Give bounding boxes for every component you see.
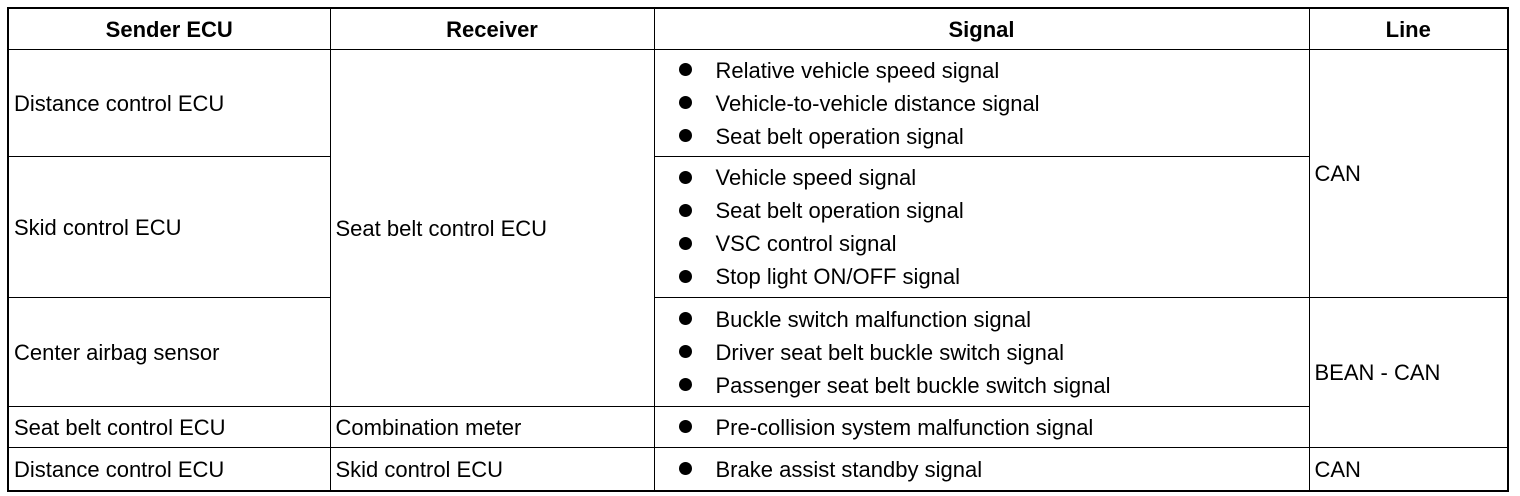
header-sender-ecu: Sender ECU — [8, 8, 330, 50]
sender-cell: Distance control ECU — [8, 448, 330, 492]
sender-cell: Seat belt control ECU — [8, 407, 330, 448]
signal-item: Seat belt operation signal — [679, 194, 1304, 227]
receiver-cell: Combination meter — [330, 407, 654, 448]
sender-cell: Center airbag sensor — [8, 298, 330, 407]
signal-list — [660, 411, 1304, 444]
signal-item: Stop light ON/OFF signal — [679, 260, 1304, 293]
header-row — [8, 8, 1508, 50]
sender-cell: Skid control ECU — [8, 157, 330, 298]
table-row — [8, 298, 1508, 407]
signal-list — [660, 54, 1304, 153]
signal-item: Vehicle-to-vehicle distance signal — [679, 87, 1304, 120]
signal-item: Relative vehicle speed signal — [679, 54, 1304, 87]
sender-cell: Distance control ECU — [8, 50, 330, 157]
receiver-cell: Seat belt control ECU — [330, 50, 654, 407]
table-row — [8, 407, 1508, 448]
signal-list — [660, 161, 1304, 293]
signal-cell — [654, 298, 1309, 407]
line-cell: CAN — [1309, 50, 1508, 298]
signal-item: Pre-collision system malfunction signal — [679, 411, 1304, 444]
signal-item: Driver seat belt buckle switch signal — [679, 336, 1304, 369]
signal-cell — [654, 407, 1309, 448]
header-signal: Signal — [654, 8, 1309, 50]
header-line: Line — [1309, 8, 1508, 50]
signal-item: Vehicle speed signal — [679, 161, 1304, 194]
signal-list — [660, 303, 1304, 402]
signal-item: Seat belt operation signal — [679, 120, 1304, 153]
signal-item: Passenger seat belt buckle switch signal — [679, 369, 1304, 402]
signal-cell — [654, 448, 1309, 492]
header-receiver: Receiver — [330, 8, 654, 50]
signal-cell — [654, 157, 1309, 298]
signal-list — [660, 453, 1304, 486]
line-cell: CAN — [1309, 448, 1508, 492]
signal-item: Brake assist standby signal — [679, 453, 1304, 486]
table-row — [8, 448, 1508, 492]
signal-item: VSC control signal — [679, 227, 1304, 260]
signal-item: Buckle switch malfunction signal — [679, 303, 1304, 336]
line-cell: BEAN - CAN — [1309, 298, 1508, 448]
signal-cell — [654, 50, 1309, 157]
signal-table — [7, 7, 1509, 492]
table-row — [8, 50, 1508, 157]
table-row — [8, 157, 1508, 298]
receiver-cell: Skid control ECU — [330, 448, 654, 492]
